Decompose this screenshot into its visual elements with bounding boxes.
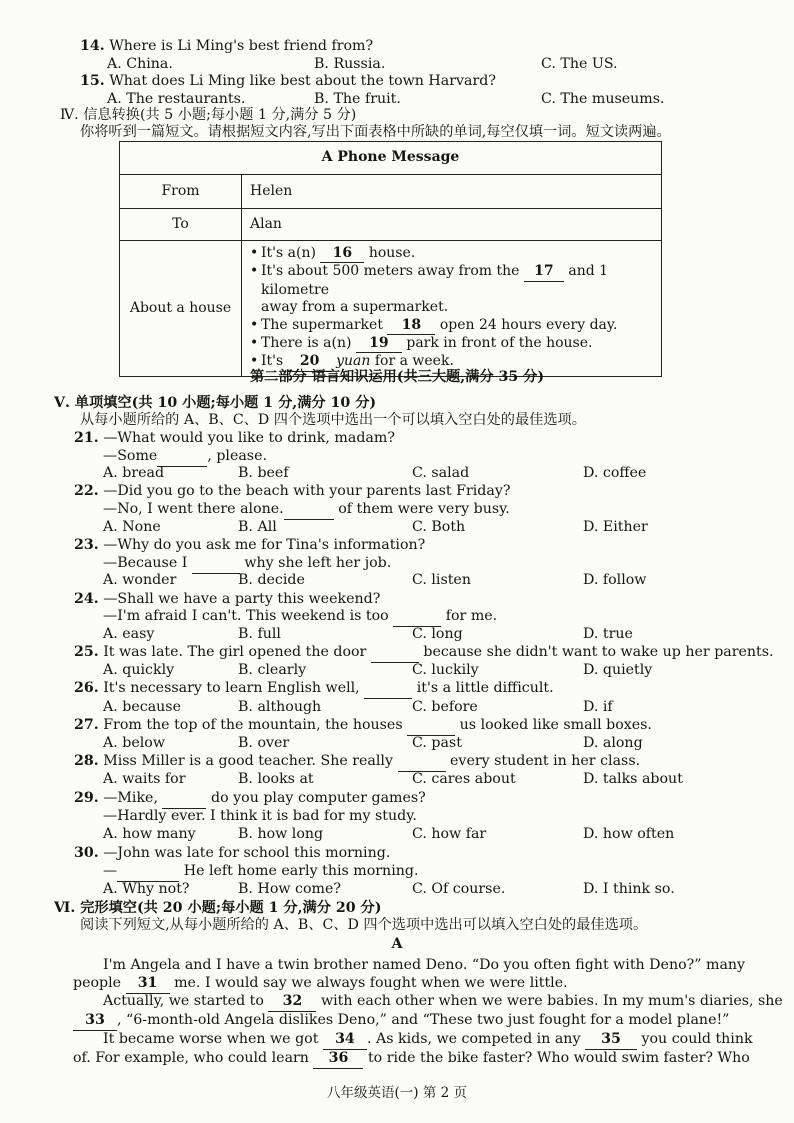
part-2-title: 第二部分 语言知识运用(共三大题,满分 35 分) [249, 369, 545, 385]
option-c: C. Of course. [412, 881, 506, 897]
option-b: B. over [238, 735, 290, 751]
option-c: C. The US. [541, 56, 618, 72]
option-d: D. true [583, 626, 633, 642]
blank-36[interactable]: 36 [313, 1050, 363, 1069]
answer-line: — He left home early this morning. [103, 863, 418, 882]
option-b: B. All [238, 519, 277, 535]
blank-16[interactable]: 16 [320, 245, 364, 263]
to-value: Alan [242, 209, 662, 241]
option-d: D. along [583, 735, 643, 751]
section-5-title: Ⅴ. 单项填空(共 10 小题;每小题 1 分,满分 10 分) [54, 395, 377, 411]
question-25: 25. It was late. The girl opened the door because she didn't want to wake up her parents. [74, 644, 774, 663]
option-c: C. how far [412, 826, 487, 842]
option-a: A. China. [107, 56, 173, 72]
option-a: A. bread [103, 465, 165, 481]
blank-18[interactable]: 18 [387, 317, 435, 335]
blank-31[interactable]: 31 [126, 975, 170, 994]
option-d: D. quietly [583, 662, 653, 678]
question-27: 27. From the top of the mountain, the houses us looked like small boxes. [74, 717, 652, 736]
passage-line: 33 , “6-month-old Angela dislikes Deno,” and “These two just fought for a model plane!” [73, 1012, 729, 1031]
question-23: 23. —Why do you ask me for Tina's information? [74, 537, 426, 553]
question-15 [80, 73, 496, 91]
option-b: B. decide [238, 572, 305, 588]
option-c: C. past [412, 735, 462, 751]
answer-blank[interactable] [117, 863, 179, 882]
question-14 [80, 38, 373, 56]
option-d: D. Either [583, 519, 648, 535]
passage-line: people 31 me. I would say we always fought when we were little. [73, 975, 568, 994]
answer-blank[interactable] [398, 753, 446, 772]
option-c: C. Both [412, 519, 466, 535]
answer-blank[interactable] [284, 501, 334, 520]
to-label: To [120, 209, 242, 241]
answer-blank[interactable] [393, 608, 441, 627]
detail-item: • There is a(n) 19 park in front of the house. [250, 335, 653, 353]
question-26: 26. It's necessary to learn English well, it's a little difficult. [74, 680, 554, 699]
passage-line: It became worse when we got 34 . As kids, we competed in any 35 you could think [103, 1031, 753, 1050]
question-29: 29. —Mike, do you play computer games? [74, 790, 426, 809]
option-a: A. waits for [103, 771, 186, 787]
option-c: C. long [412, 626, 463, 642]
blank-17[interactable]: 17 [524, 263, 564, 281]
answer-blank[interactable] [162, 790, 206, 809]
option-c: C. salad [412, 465, 470, 481]
detail-item: • It's 20 yuan for a week. [250, 353, 653, 371]
option-d: D. how often [583, 826, 675, 842]
question-24: 24. —Shall we have a party this weekend? [74, 591, 381, 607]
option-a: A. because [103, 699, 181, 715]
section-5-instruction: 从每小题所给的 A、B、C、D 四个选项中选出一个可以填入空白处的最佳选项。 [80, 412, 586, 428]
option-a: A. None [103, 519, 161, 535]
from-label: From [120, 175, 242, 209]
answer-blank[interactable] [371, 644, 419, 663]
option-c: C. listen [412, 572, 471, 588]
phone-message-table [119, 141, 662, 377]
option-b: B. The fruit. [314, 91, 401, 107]
blank-34[interactable]: 34 [323, 1031, 367, 1050]
option-a: A. below [103, 735, 165, 751]
option-a: A. easy [103, 626, 155, 642]
about-label: About a house [120, 241, 242, 377]
table-header: A Phone Message [120, 142, 662, 175]
section-6-title: Ⅵ. 完形填空(共 20 小题;每小题 1 分,满分 20 分) [54, 900, 382, 916]
option-d: D. talks about [583, 771, 683, 787]
option-b: B. Russia. [314, 56, 386, 72]
option-b: B. How come? [238, 881, 341, 897]
detail-item: • It's a(n) 16 house. [250, 245, 653, 263]
answer-line: —Some , please. [103, 448, 267, 467]
question-30: 30. —John was late for school this morning. [74, 845, 391, 861]
section-4-title: Ⅳ. 信息转换(共 5 小题;每小题 1 分,满分 5 分) [60, 107, 357, 123]
blank-35[interactable]: 35 [585, 1031, 637, 1050]
passage-label: A [391, 936, 403, 952]
option-b: B. looks at [238, 771, 314, 787]
option-b: B. beef [238, 465, 289, 481]
answer-line: —I'm afraid I can't. This weekend is too for me. [103, 608, 497, 627]
detail-item: • The supermarket 18 open 24 hours every day. [250, 317, 653, 335]
option-b: B. how long [238, 826, 324, 842]
option-c: C. cares about [412, 771, 516, 787]
option-c: C. luckily [412, 662, 479, 678]
answer-blank[interactable] [407, 717, 455, 736]
question-stem: What does Li Ming like best about the town Harvard? [109, 73, 496, 89]
section-4-instruction: 你将听到一篇短文。请根据短文内容,写出下面表格中所缺的单词,每空仅填一词。短文读两遍。 [80, 124, 671, 140]
question-28: 28. Miss Miller is a good teacher. She really every student in her class. [74, 753, 640, 772]
detail-item: • It's about 500 meters away from the 17 and 1 kilometre away from a supermarket. [250, 263, 653, 316]
option-d: D. if [583, 699, 613, 715]
option-d: D. follow [583, 572, 647, 588]
passage-line: Actually, we started to 32 with each other when we were babies. In my mum's diaries, she [103, 993, 783, 1012]
answer-line: —Because I why she left her job. [103, 555, 391, 574]
option-b: B. full [238, 626, 281, 642]
section-6-instruction: 阅读下列短文,从每小题所给的 A、B、C、D 四个选项中选出可以填入空白处的最佳选项。 [80, 917, 648, 933]
question-number: 15. [80, 73, 105, 89]
question-stem: Where is Li Ming's best friend from? [109, 38, 374, 54]
blank-32[interactable]: 32 [268, 993, 316, 1012]
answer-blank[interactable] [157, 448, 207, 467]
question-22: 22. —Did you go to the beach with your parents last Friday? [74, 483, 511, 499]
option-b: B. clearly [238, 662, 307, 678]
option-c: C. The museums. [541, 91, 665, 107]
option-d: D. I think so. [583, 881, 675, 897]
page-footer: 八年级英语(一) 第 2 页 [327, 1085, 467, 1101]
blank-20[interactable]: 20 [288, 353, 332, 371]
option-d: D. coffee [583, 465, 647, 481]
answer-line: —No, I went there alone. of them were very busy. [103, 501, 510, 520]
option-c: C. before [412, 699, 478, 715]
option-b: B. although [238, 699, 322, 715]
answer-line: —Hardly ever. I think it is bad for my study. [103, 808, 417, 824]
option-a: A. quickly [103, 662, 175, 678]
blank-33[interactable]: 33 [73, 1012, 117, 1031]
blank-19[interactable]: 19 [356, 335, 402, 353]
question-21: 21. —What would you like to drink, madam? [74, 430, 395, 446]
option-a: A. wonder [103, 572, 177, 588]
option-a: A. The restaurants. [107, 91, 246, 107]
option-a: A. Why not? [103, 881, 190, 897]
answer-blank[interactable] [192, 555, 240, 574]
passage-line: of. For example, who could learn 36 to ride the bike faster? Who would swim faster? Who [73, 1050, 750, 1069]
answer-blank[interactable] [364, 680, 412, 699]
passage-line: I'm Angela and I have a twin brother named Deno. “Do you often fight with Deno?” many [103, 957, 746, 973]
from-value: Helen [242, 175, 662, 209]
about-details [242, 241, 662, 377]
question-number: 14. [80, 38, 105, 54]
option-a: A. how many [103, 826, 196, 842]
